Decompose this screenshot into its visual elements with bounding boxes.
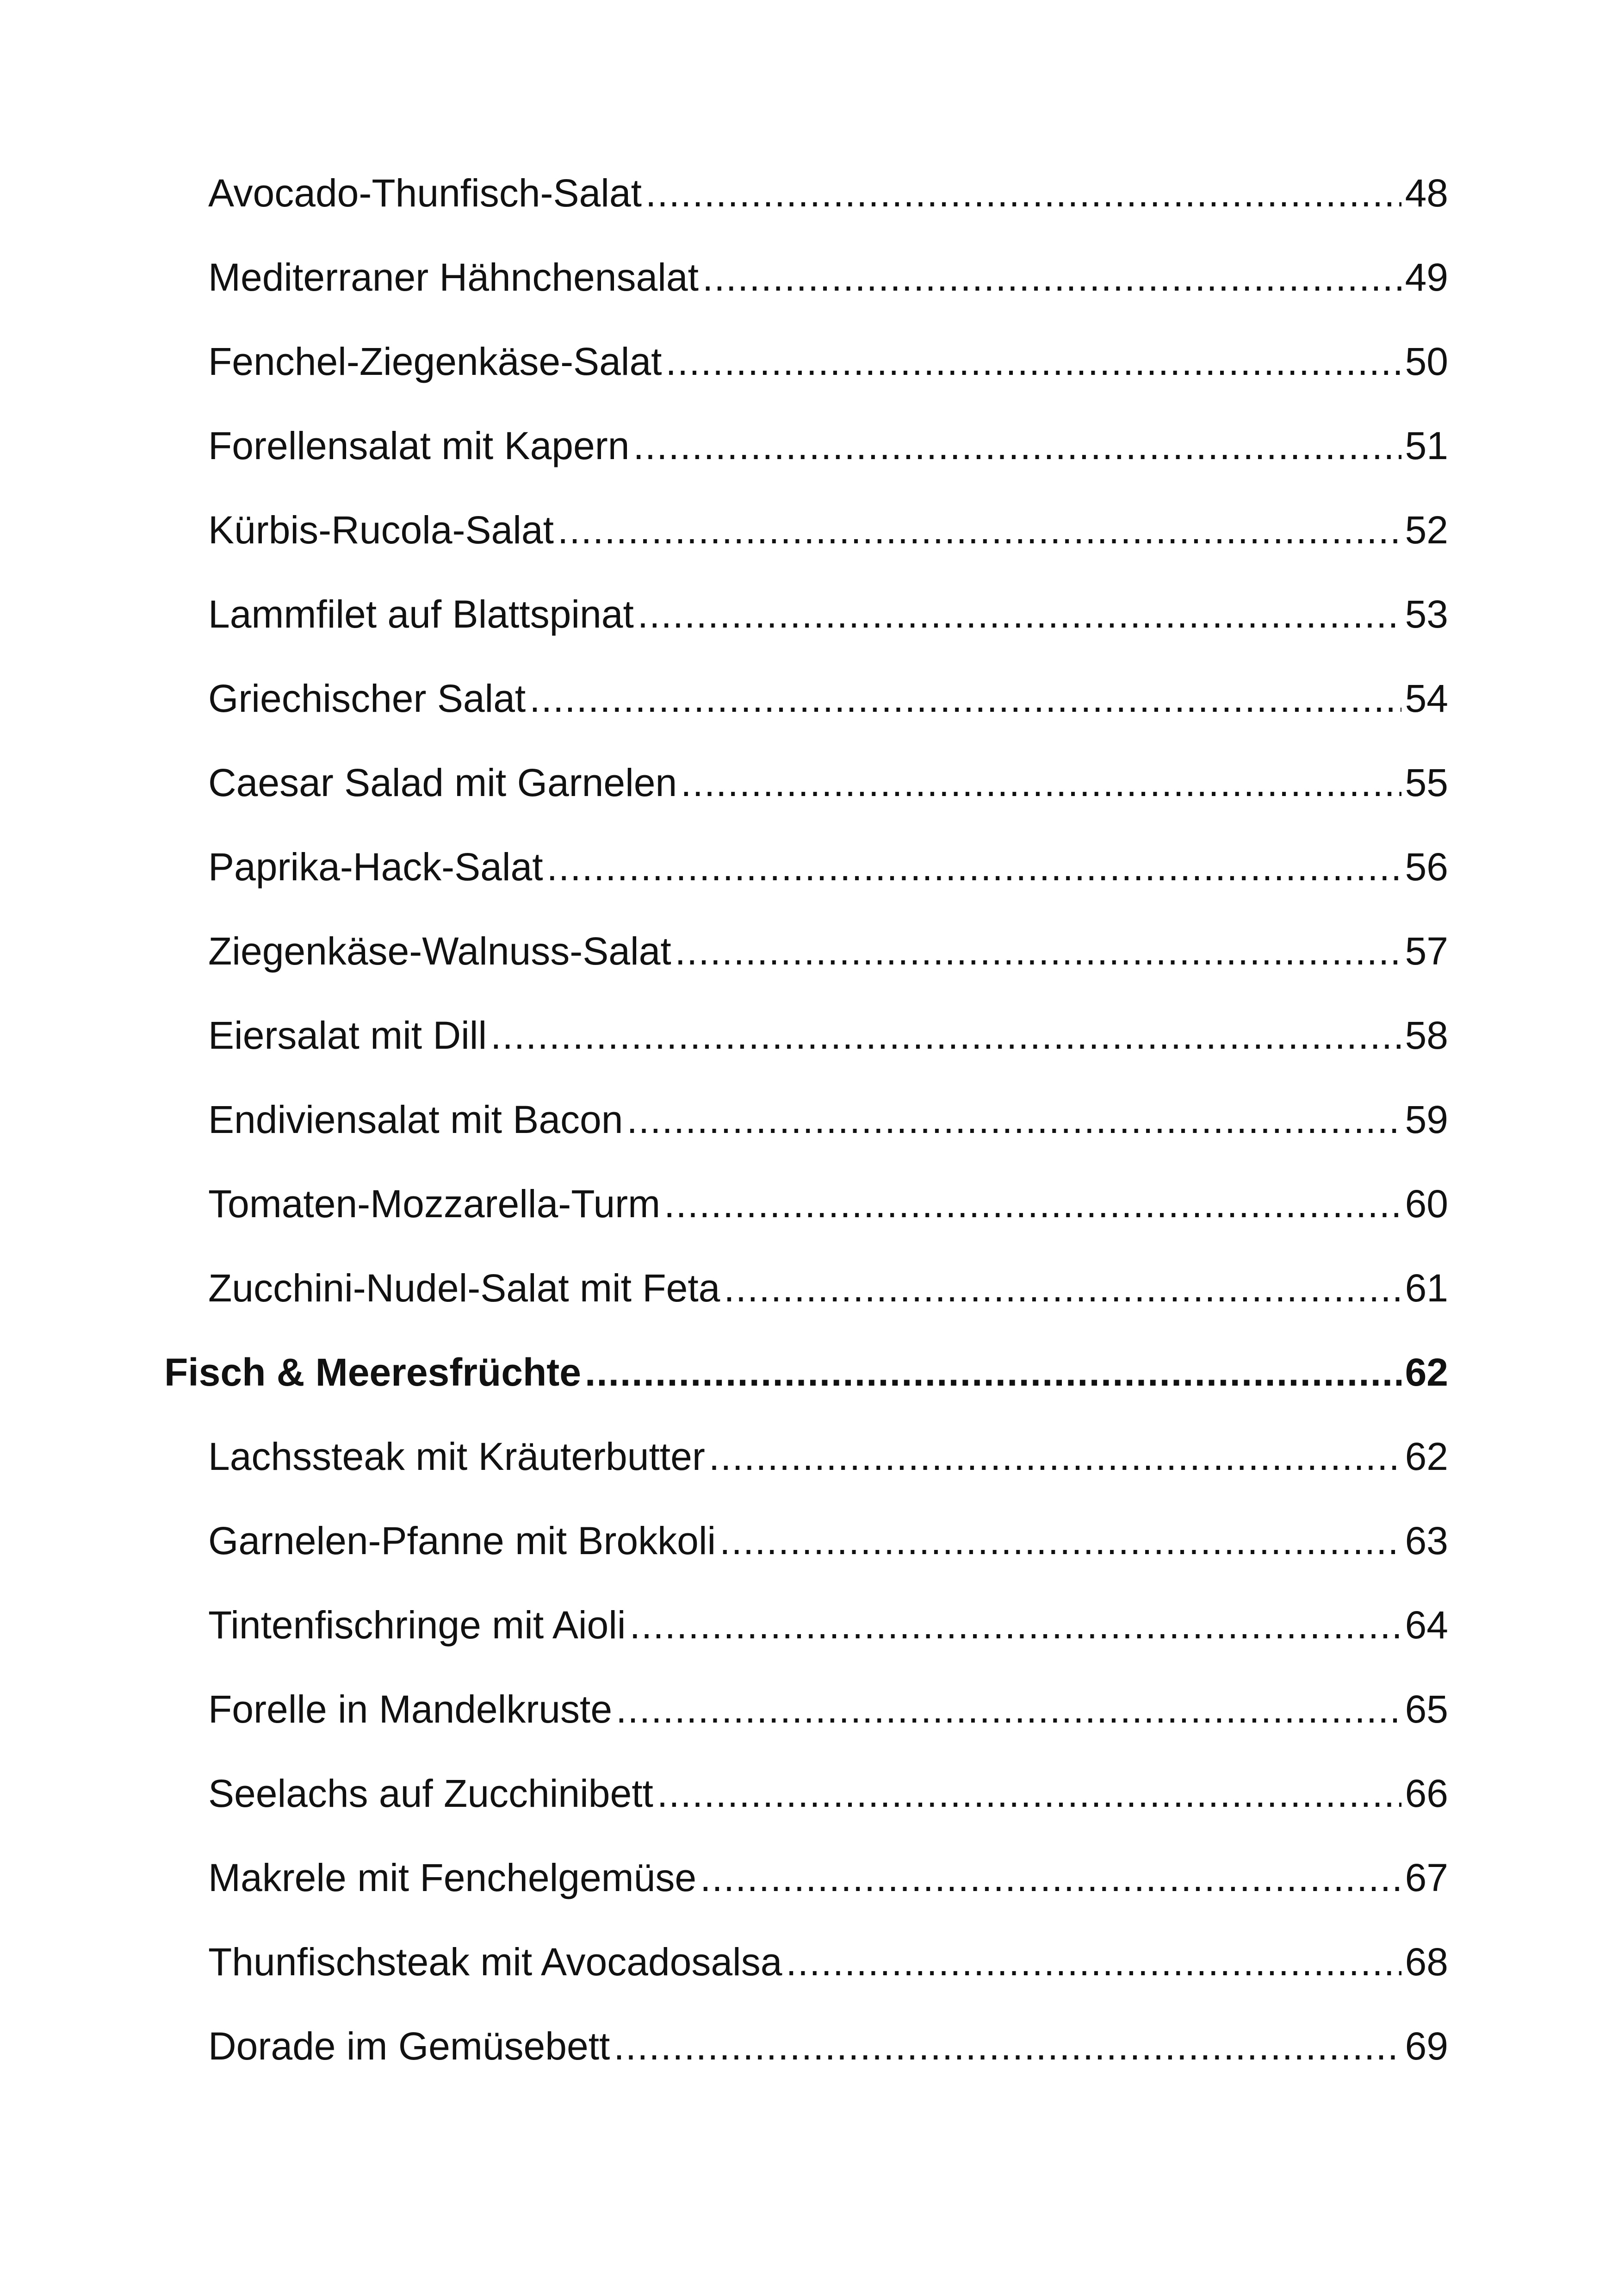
toc-entry[interactable] — [208, 1515, 1448, 1566]
toc-entry-page: 58 — [1405, 1014, 1448, 1057]
dot-leader — [724, 1263, 1401, 1313]
dot-leader — [585, 1347, 1401, 1398]
toc-entry[interactable] — [208, 757, 1448, 808]
toc-entry-page: 67 — [1405, 1856, 1448, 1899]
dot-leader — [529, 673, 1401, 724]
toc-entry[interactable] — [208, 420, 1448, 471]
dot-leader — [681, 757, 1401, 808]
toc-entry-title: Lachssteak mit Kräuterbutter — [208, 1435, 705, 1478]
dot-leader — [675, 926, 1401, 977]
toc-entry[interactable] — [208, 926, 1448, 977]
toc-entry-page: 64 — [1405, 1603, 1448, 1647]
toc-entry-title: Eiersalat mit Dill — [208, 1014, 487, 1057]
toc-entry-title: Garnelen-Pfanne mit Brokkoli — [208, 1519, 716, 1562]
dot-leader — [645, 168, 1401, 218]
toc-entry-page: 57 — [1405, 929, 1448, 973]
toc-entry-page: 55 — [1405, 761, 1448, 804]
dot-leader — [702, 252, 1401, 303]
toc-entry-title: Endiviensalat mit Bacon — [208, 1098, 623, 1141]
dot-leader — [547, 841, 1401, 892]
toc-entry[interactable] — [208, 1936, 1448, 1987]
toc-entry-title: Paprika-Hack-Salat — [208, 845, 543, 889]
dot-leader — [700, 1852, 1401, 1903]
dot-leader — [657, 1768, 1401, 1819]
toc-entry-page: 52 — [1405, 508, 1448, 552]
toc-entry-page: 48 — [1405, 171, 1448, 215]
toc-entry[interactable] — [208, 1263, 1448, 1313]
toc-entry-page: 62 — [1405, 1435, 1448, 1478]
toc-entry-page: 60 — [1405, 1182, 1448, 1226]
dot-leader — [786, 1936, 1401, 1987]
toc-entry[interactable] — [208, 673, 1448, 724]
dot-leader — [633, 420, 1401, 471]
toc-entry-page: 69 — [1405, 2024, 1448, 2068]
toc-entry-title: Caesar Salad mit Garnelen — [208, 761, 677, 804]
toc-entry-title: Makrele mit Fenchelgemüse — [208, 1856, 697, 1899]
toc-entry-title: Seelachs auf Zucchinibett — [208, 1772, 653, 1815]
dot-leader — [719, 1515, 1401, 1566]
dot-leader — [664, 1178, 1401, 1229]
toc-entry-page: 68 — [1405, 1940, 1448, 1984]
dot-leader — [630, 1599, 1401, 1650]
toc-entry-page: 59 — [1405, 1098, 1448, 1141]
toc-entry-title: Tintenfischringe mit Aioli — [208, 1603, 626, 1647]
dot-leader — [709, 1431, 1401, 1482]
toc-entry-title: Dorade im Gemüsebett — [208, 2024, 610, 2068]
toc-entry[interactable] — [208, 589, 1448, 640]
toc-entry-title: Mediterraner Hähnchensalat — [208, 255, 699, 299]
toc-entry[interactable] — [208, 2021, 1448, 2072]
toc-entry[interactable] — [208, 1599, 1448, 1650]
toc-entry[interactable] — [208, 1094, 1448, 1145]
toc-entry[interactable] — [208, 336, 1448, 387]
dot-leader — [666, 336, 1401, 387]
toc-entry-title: Zucchini-Nudel-Salat mit Feta — [208, 1266, 720, 1310]
toc-entry-page: 56 — [1405, 845, 1448, 889]
toc-section-page: 62 — [1405, 1350, 1448, 1394]
toc-entry-title: Forelle in Mandelkruste — [208, 1687, 613, 1731]
toc-entry[interactable] — [208, 168, 1448, 218]
toc-entry[interactable] — [208, 1768, 1448, 1819]
toc-entry[interactable] — [208, 841, 1448, 892]
dot-leader — [616, 1684, 1401, 1735]
toc-entry-title: Fenchel-Ziegenkäse-Salat — [208, 340, 662, 383]
toc-entry[interactable] — [208, 1852, 1448, 1903]
toc-entry-page: 63 — [1405, 1519, 1448, 1562]
toc-entry[interactable] — [208, 504, 1448, 555]
toc-section-title: Fisch & Meeresfrüchte — [164, 1350, 581, 1394]
dot-leader — [490, 1010, 1401, 1061]
toc-entry[interactable] — [208, 252, 1448, 303]
toc-entry-title: Griechischer Salat — [208, 677, 526, 720]
toc-entry-page: 65 — [1405, 1687, 1448, 1731]
dot-leader — [614, 2021, 1401, 2072]
toc-section-heading[interactable] — [164, 1347, 1448, 1398]
toc-entry-title: Ziegenkäse-Walnuss-Salat — [208, 929, 671, 973]
toc-entry-title: Forellensalat mit Kapern — [208, 424, 630, 467]
toc-entry-page: 53 — [1405, 592, 1448, 636]
toc-entry-page: 49 — [1405, 255, 1448, 299]
toc-entry-title: Avocado-Thunfisch-Salat — [208, 171, 642, 215]
toc-entry-title: Thunfischsteak mit Avocadosalsa — [208, 1940, 782, 1984]
toc-entry-title: Lammfilet auf Blattspinat — [208, 592, 634, 636]
toc-entry-page: 51 — [1405, 424, 1448, 467]
dot-leader — [638, 589, 1401, 640]
toc-entry[interactable] — [208, 1178, 1448, 1229]
toc-entry-page: 50 — [1405, 340, 1448, 383]
toc-entry[interactable] — [208, 1684, 1448, 1735]
dot-leader — [626, 1094, 1401, 1145]
toc-entry-title: Kürbis-Rucola-Salat — [208, 508, 554, 552]
toc-entry[interactable] — [208, 1010, 1448, 1061]
toc-entry-page: 54 — [1405, 677, 1448, 720]
toc-entry-page: 61 — [1405, 1266, 1448, 1310]
toc-entry-page: 66 — [1405, 1772, 1448, 1815]
toc-entry-title: Tomaten-Mozzarella-Turm — [208, 1182, 661, 1226]
toc-entry[interactable] — [208, 1431, 1448, 1482]
dot-leader — [558, 504, 1401, 555]
